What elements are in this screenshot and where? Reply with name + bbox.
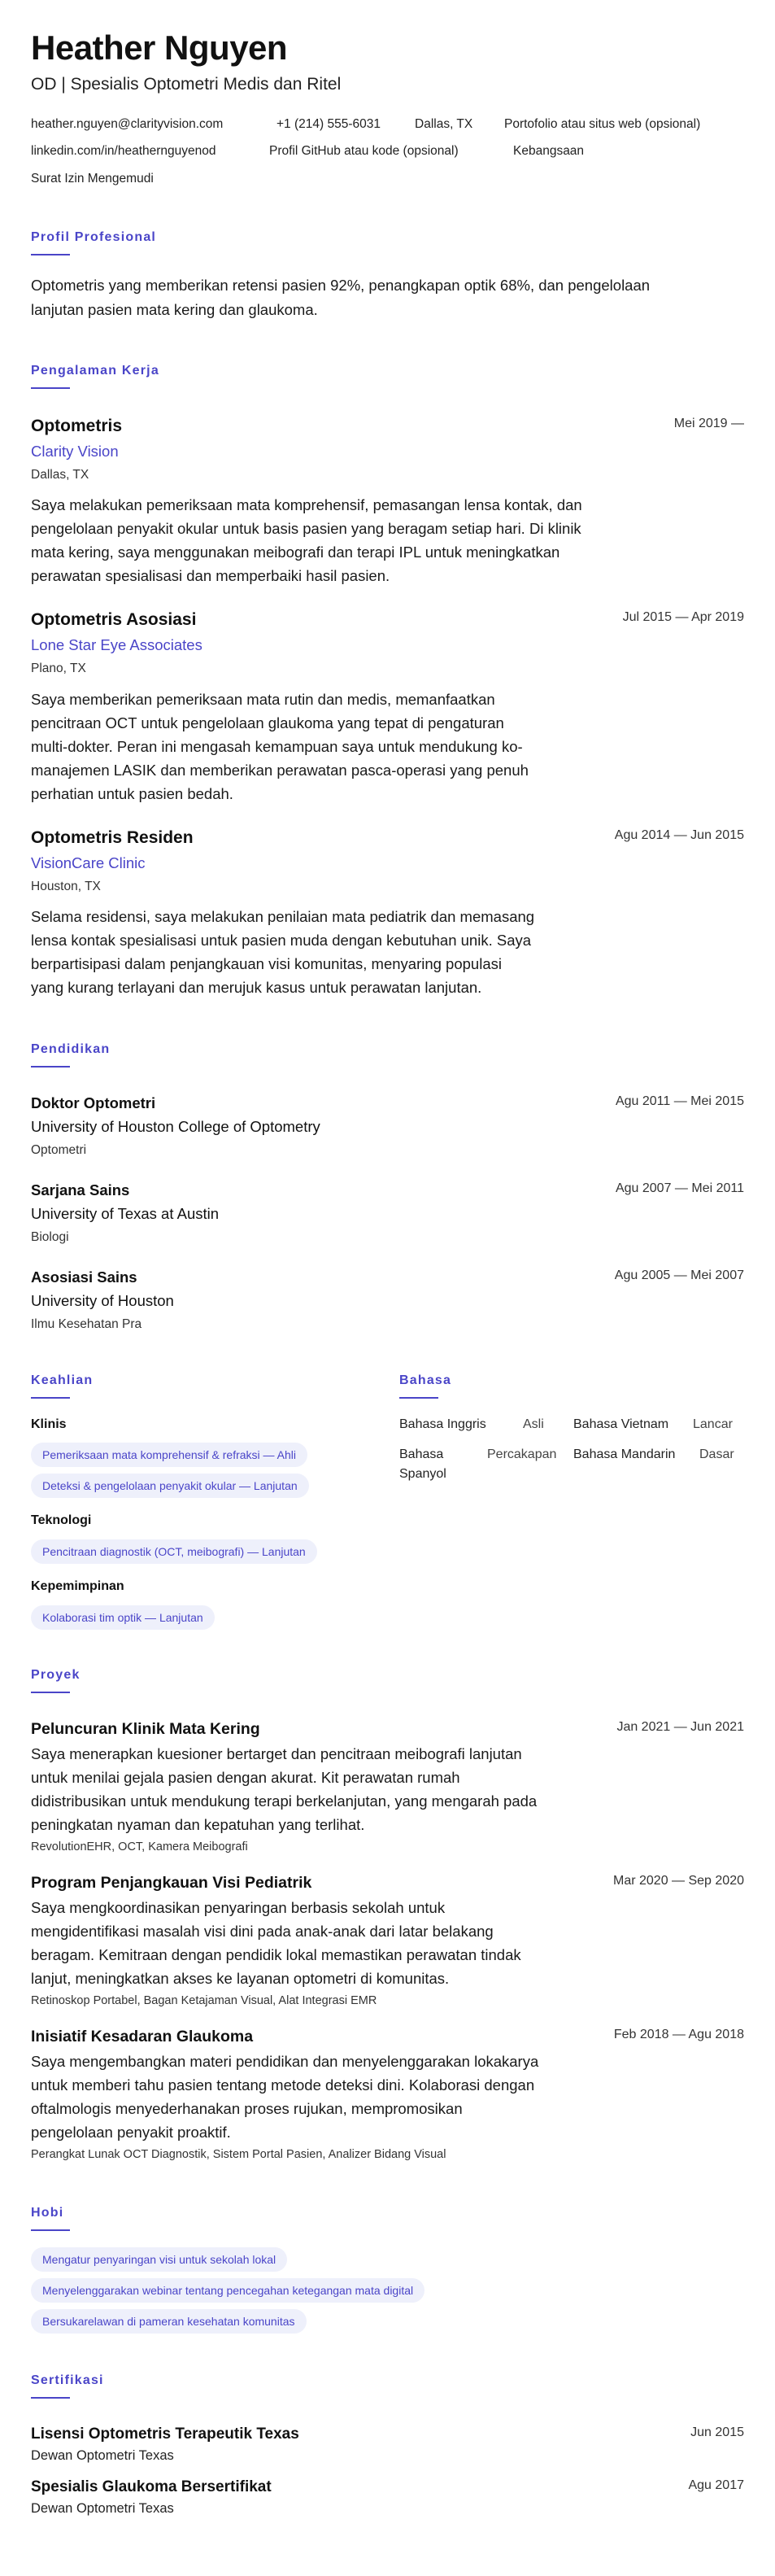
certification-name: Lisensi Optometris Terapeutik Texas bbox=[31, 2425, 299, 2443]
job-location: Houston, TX bbox=[31, 880, 101, 893]
job-company: VisionCare Clinic bbox=[31, 854, 146, 871]
project-title: Inisiatif Kesadaran Glaukoma bbox=[31, 2028, 254, 2046]
language-level: Lancar bbox=[693, 1417, 733, 1431]
project-description-line: pengelolaan penyakit proaktif. bbox=[31, 2124, 231, 2141]
project-tech: RevolutionEHR, OCT, Kamera Meibografi bbox=[31, 1840, 248, 1853]
language-name: Bahasa Vietnam bbox=[573, 1417, 669, 1431]
section-divider bbox=[399, 1397, 438, 1399]
project-description-line: untuk memberi tahu pasien tentang metode deteksi dini. Kolaborasi dengan bbox=[31, 2076, 535, 2094]
job-company: Clarity Vision bbox=[31, 443, 119, 460]
education-date: Agu 2011 — Mei 2015 bbox=[615, 1094, 744, 1108]
section-divider bbox=[31, 2397, 70, 2399]
language-name: Spanyol bbox=[399, 1467, 446, 1481]
job-description-line: yang kurang terlayani dan merujuk kasus untuk perawatan lanjutan. bbox=[31, 979, 482, 996]
contact-location: Dallas, TX bbox=[415, 117, 473, 131]
job-description-line: lensa kontak spesialisasi untuk pasien muda dengan kebutuhan unik. Saya bbox=[31, 932, 532, 949]
certification-issuer: Dewan Optometri Texas bbox=[31, 2501, 174, 2516]
education-school: University of Houston College of Optometry bbox=[31, 1118, 320, 1135]
job-title: Optometris Residen bbox=[31, 828, 194, 847]
project-description-line: didistribusikan untuk mendukung terapi berkelanjutan, yang mengarah pada bbox=[31, 1792, 538, 1810]
education-school: University of Texas at Austin bbox=[31, 1205, 220, 1222]
project-description-line: Saya mengkoordinasikan penyaringan berbasis sekolah untuk bbox=[31, 1899, 446, 1916]
certification-issuer: Dewan Optometri Texas bbox=[31, 2448, 174, 2463]
project-description-line: lanjut, meningkatkan akses ke layanan optometri di komunitas. bbox=[31, 1970, 450, 1987]
education-field: Biologi bbox=[31, 1230, 69, 1244]
job-location: Plano, TX bbox=[31, 661, 86, 675]
contact-portfolio[interactable]: Portofolio atau situs web (opsional) bbox=[504, 117, 701, 131]
job-description-line: Selama residensi, saya melakukan penilaian mata pediatrik dan memasang bbox=[31, 908, 535, 925]
project-date: Jan 2021 — Jun 2021 bbox=[616, 1720, 744, 1734]
project-description-line: beragam. Kemitraan dengan pendidik lokal memastikan perawatan tindak bbox=[31, 1946, 521, 1963]
education-field: Ilmu Kesehatan Pra bbox=[31, 1317, 142, 1331]
skill-tag: Pemeriksaan mata komprehensif & refraksi — Ahli bbox=[31, 1443, 307, 1467]
section-divider bbox=[31, 1397, 70, 1399]
candidate-name: Heather Nguyen bbox=[31, 28, 288, 67]
section-heading-projects: Proyek bbox=[31, 1668, 81, 1682]
project-description-line: Saya menerapkan kuesioner bertarget dan pencitraan meibografi lanjutan bbox=[31, 1745, 522, 1762]
skill-category: Kepemimpinan bbox=[31, 1579, 124, 1593]
language-name: Bahasa Mandarin bbox=[573, 1447, 676, 1461]
language-level: Percakapan bbox=[487, 1447, 557, 1461]
certification-date: Agu 2017 bbox=[688, 2478, 744, 2492]
job-description-line: Saya memberikan pemeriksaan mata rutin dan medis, memanfaatkan bbox=[31, 691, 495, 708]
education-school: University of Houston bbox=[31, 1292, 174, 1309]
education-degree: Asosiasi Sains bbox=[31, 1268, 137, 1286]
project-tech: Retinoskop Portabel, Bagan Ketajaman Visual, Alat Integrasi EMR bbox=[31, 1994, 377, 2007]
contact-license: Surat Izin Mengemudi bbox=[31, 172, 154, 186]
section-heading-hobbies: Hobi bbox=[31, 2206, 64, 2220]
education-date: Agu 2007 — Mei 2011 bbox=[615, 1181, 744, 1195]
profile-line: Optometris yang memberikan retensi pasien 92%, penangkapan optik 68%, dan pengelolaan bbox=[31, 277, 651, 294]
project-date: Mar 2020 — Sep 2020 bbox=[613, 1874, 744, 1888]
project-description-line: mengidentifikasi masalah visi dini pada anak-anak dari latar belakang bbox=[31, 1923, 494, 1940]
job-description-line: perhatian untuk pasien bedah. bbox=[31, 785, 233, 802]
skill-category: Klinis bbox=[31, 1417, 67, 1431]
project-description-line: peningkatan nyaman dan kepatuhan yang terlihat. bbox=[31, 1816, 365, 1833]
project-date: Feb 2018 — Agu 2018 bbox=[613, 2028, 744, 2041]
section-divider bbox=[31, 254, 70, 255]
job-description-line: multi-dokter. Peran ini mengasah kemampuan saya untuk mendukung ko- bbox=[31, 738, 523, 755]
hobby-tag: Bersukarelawan di pameran kesehatan komunitas bbox=[31, 2309, 307, 2334]
language-level: Asli bbox=[523, 1417, 544, 1431]
contact-email[interactable]: heather.nguyen@clarityvision.com bbox=[31, 117, 224, 131]
hobby-tag: Mengatur penyaringan visi untuk sekolah lokal bbox=[31, 2247, 287, 2272]
certification-name: Spesialis Glaukoma Bersertifikat bbox=[31, 2478, 272, 2495]
contact-nationality: Kebangsaan bbox=[513, 144, 585, 158]
section-divider bbox=[31, 1066, 70, 1068]
job-date: Mei 2019 — bbox=[673, 417, 744, 430]
section-divider bbox=[31, 387, 70, 389]
profile-line: lanjutan pasien mata kering dan glaukoma. bbox=[31, 301, 318, 318]
project-description-line: untuk menilai gejala pasien dengan akurat. Kit perawatan rumah bbox=[31, 1769, 460, 1786]
project-tech: Perangkat Lunak OCT Diagnostik, Sistem Portal Pasien, Analizer Bidang Visual bbox=[31, 2148, 446, 2161]
language-level: Dasar bbox=[699, 1447, 734, 1461]
hobby-tag: Menyelenggarakan webinar tentang pencegahan ketegangan mata digital bbox=[31, 2278, 425, 2303]
project-description-line: Saya mengembangkan materi pendidikan dan menyelenggarakan lokakarya bbox=[31, 2053, 539, 2070]
section-divider bbox=[31, 2229, 70, 2231]
education-date: Agu 2005 — Mei 2007 bbox=[614, 1268, 744, 1282]
job-date: Agu 2014 — Jun 2015 bbox=[614, 828, 744, 842]
certification-date: Jun 2015 bbox=[690, 2425, 744, 2439]
section-heading-skills: Keahlian bbox=[31, 1373, 94, 1387]
project-description-line: oftalmologis menyederhanakan proses rujukan, mempromosikan bbox=[31, 2100, 463, 2117]
education-degree: Doktor Optometri bbox=[31, 1094, 156, 1111]
job-description-line: mata kering, saya menggunakan meibografi dan terapi IPL untuk meningkatkan bbox=[31, 544, 560, 561]
job-description-line: pencitraan OCT untuk pengelolaan glaukoma yang tepat di pengaturan bbox=[31, 714, 504, 731]
job-description-line: berpartisipasi dalam penjangkauan visi komunitas, menyaring populasi bbox=[31, 955, 502, 972]
job-date: Jul 2015 — Apr 2019 bbox=[622, 610, 744, 624]
project-title: Program Penjangkauan Visi Pediatrik bbox=[31, 1874, 312, 1892]
job-description-line: Saya melakukan pemeriksaan mata komprehensif, pemasangan lensa kontak, dan bbox=[31, 496, 582, 513]
project-title: Peluncuran Klinik Mata Kering bbox=[31, 1720, 260, 1738]
section-heading-languages: Bahasa bbox=[399, 1373, 452, 1387]
job-company: Lone Star Eye Associates bbox=[31, 636, 202, 653]
section-heading-experience: Pengalaman Kerja bbox=[31, 364, 159, 378]
job-location: Dallas, TX bbox=[31, 468, 89, 482]
skill-tag: Deteksi & pengelolaan penyakit okular — Lanjutan bbox=[31, 1474, 309, 1498]
skill-tag: Pencitraan diagnostik (OCT, meibografi) — Lanjutan bbox=[31, 1539, 317, 1564]
education-field: Optometri bbox=[31, 1143, 87, 1157]
section-heading-profile: Profil Profesional bbox=[31, 230, 157, 244]
job-description-line: perawatan spesialisasi dan memperbaiki hasil pasien. bbox=[31, 567, 390, 584]
job-title: Optometris Asosiasi bbox=[31, 610, 197, 629]
skill-category: Teknologi bbox=[31, 1513, 92, 1527]
job-title: Optometris bbox=[31, 417, 123, 435]
contact-phone[interactable]: +1 (214) 555-6031 bbox=[276, 117, 381, 131]
education-degree: Sarjana Sains bbox=[31, 1181, 130, 1198]
section-divider bbox=[31, 1692, 70, 1693]
language-name: Bahasa bbox=[399, 1447, 444, 1461]
skill-tag: Kolaborasi tim optik — Lanjutan bbox=[31, 1605, 215, 1630]
section-heading-certifications: Sertifikasi bbox=[31, 2373, 104, 2387]
contact-github[interactable]: Profil GitHub atau kode (opsional) bbox=[269, 144, 459, 158]
section-heading-education: Pendidikan bbox=[31, 1042, 111, 1056]
language-name: Bahasa Inggris bbox=[399, 1417, 486, 1431]
job-description-line: manajemen LASIK dan memberikan perawatan pasca-operasi yang penuh bbox=[31, 762, 529, 779]
job-description-line: pengelolaan penyakit okular untuk basis pasien yang beragam setiap hari. Di klinik bbox=[31, 520, 581, 537]
contact-linkedin[interactable]: linkedin.com/in/heathernguyenod bbox=[31, 144, 216, 158]
candidate-title: OD | Spesialis Optometri Medis dan Ritel bbox=[31, 75, 342, 94]
